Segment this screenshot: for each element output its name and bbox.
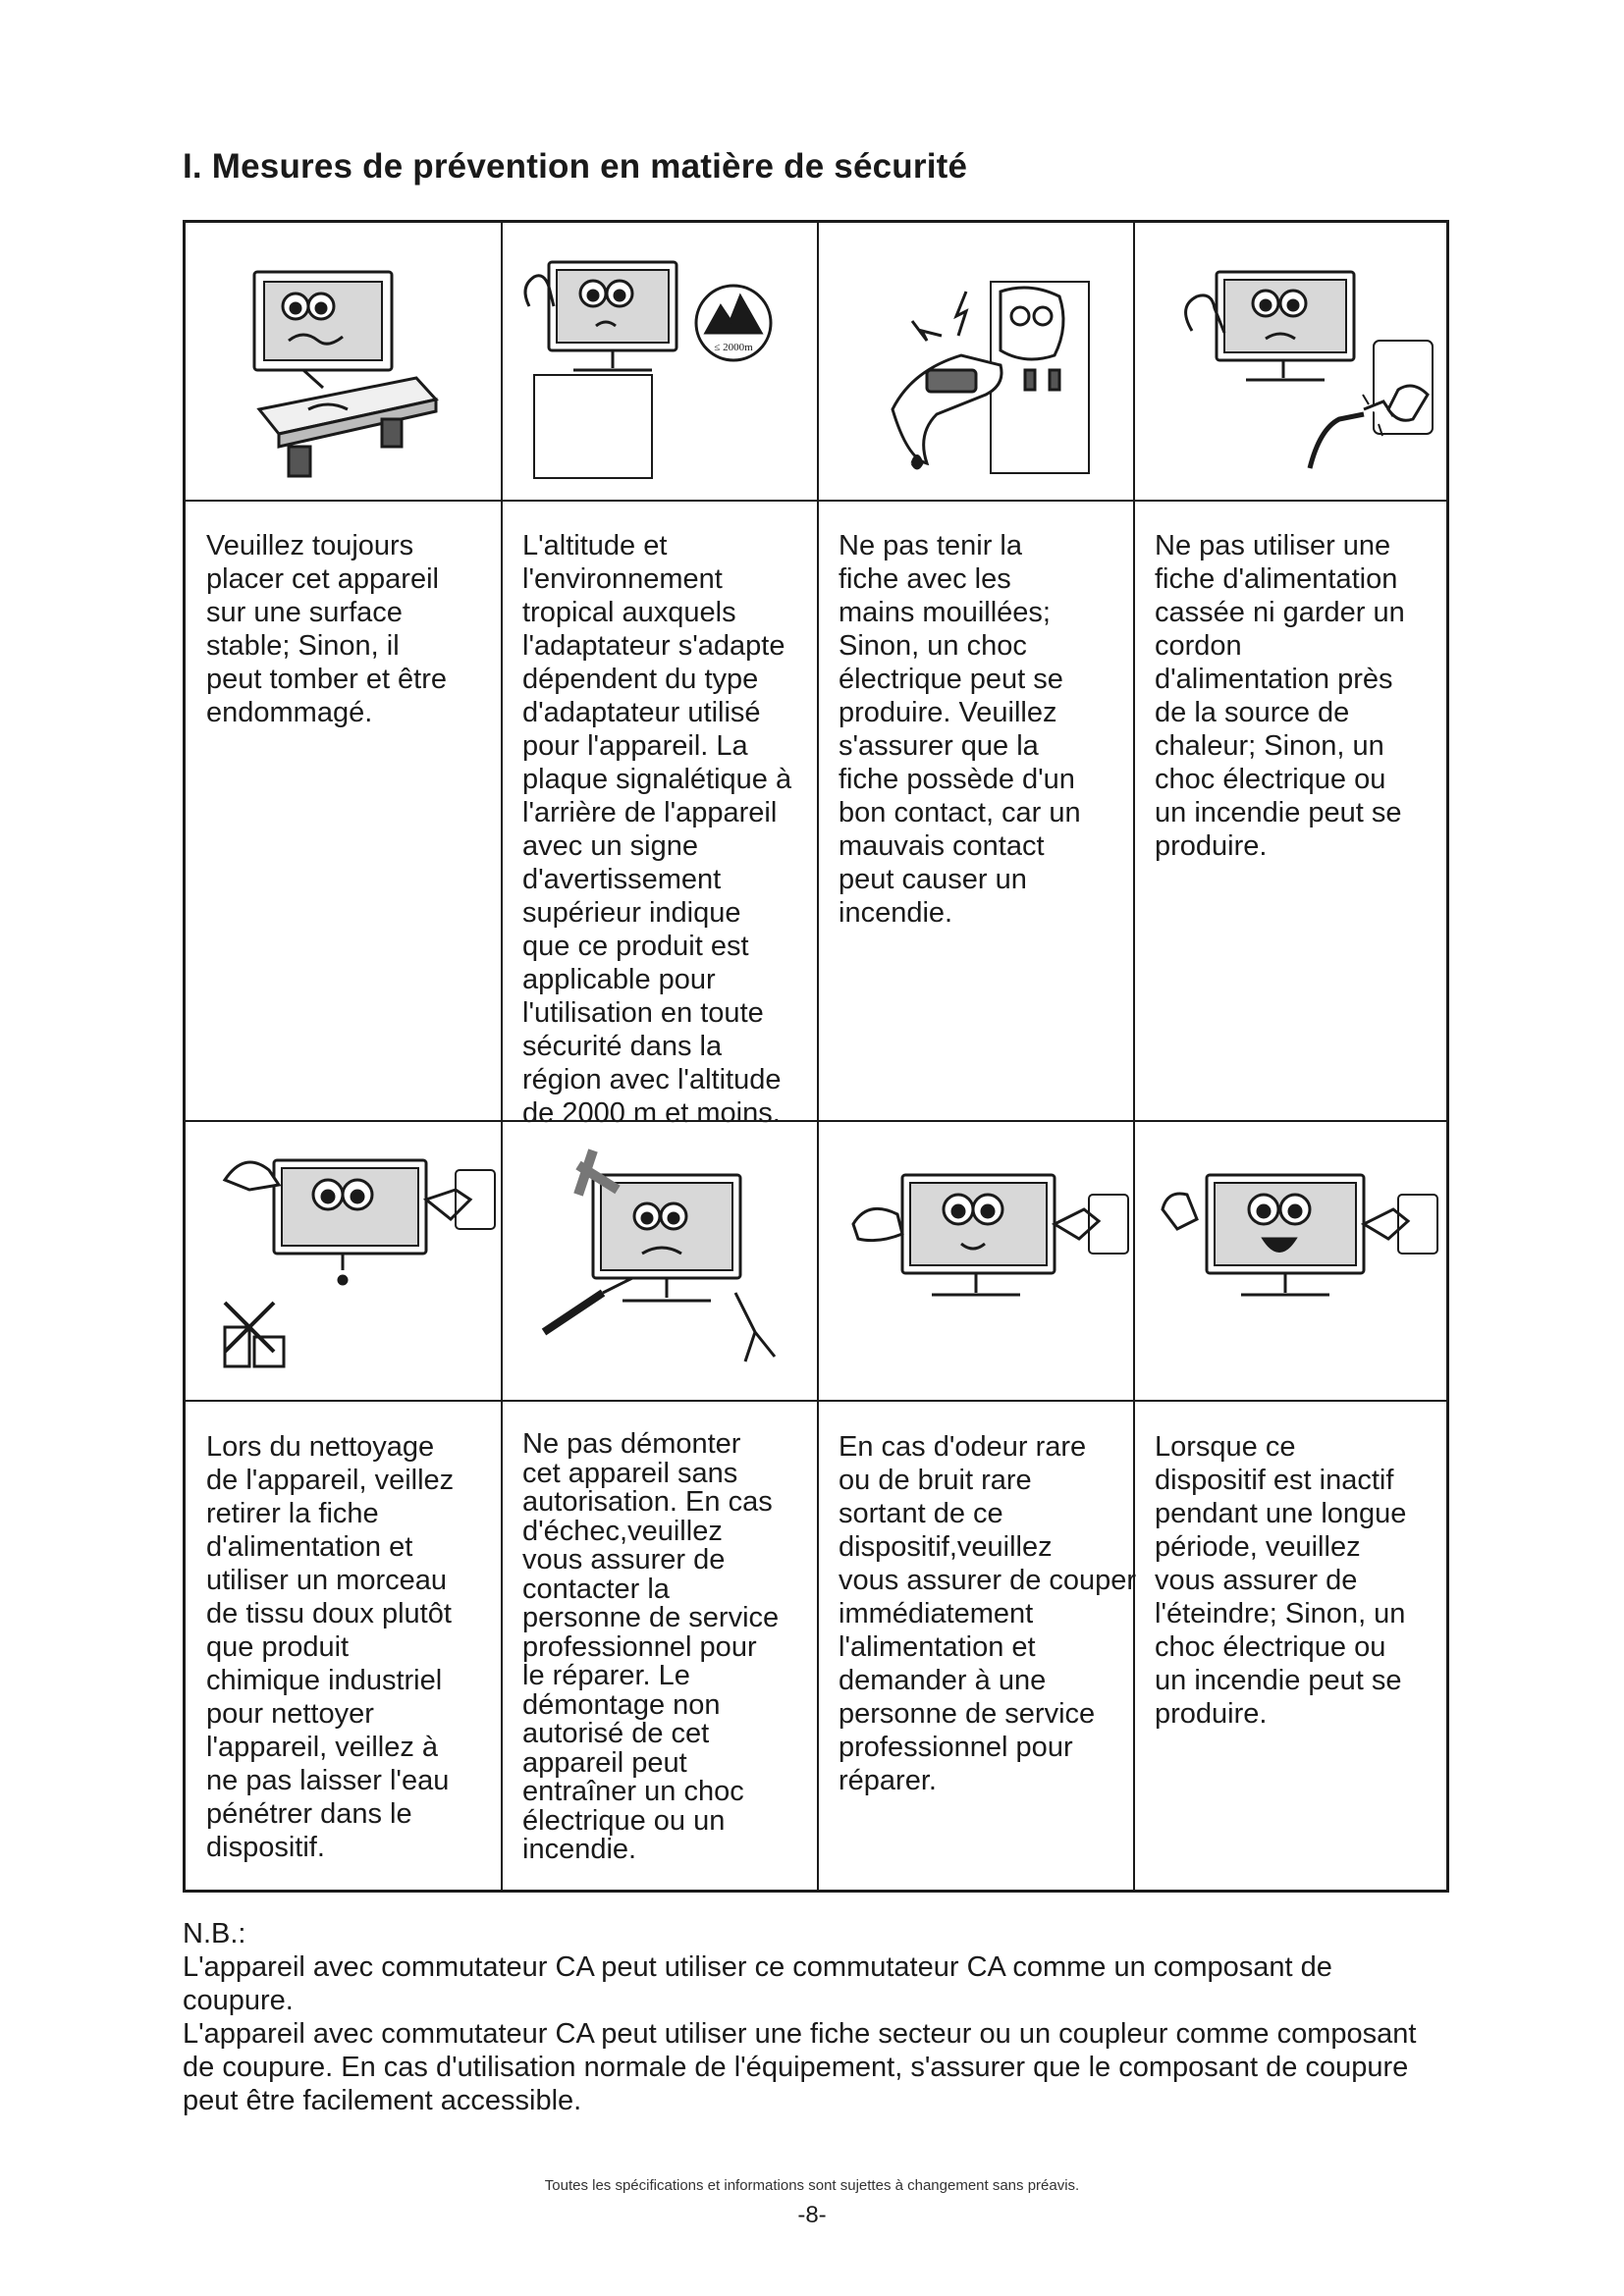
- no-disassembly-illustration: [524, 1136, 799, 1381]
- unplug-illustration: [1148, 1155, 1442, 1371]
- safety-text-disassembly: Ne pas démonter cet appareil sans autorisation. En cas d'échec,veuillez vous assurer de contacter la personne de service professionnel pour le réparer. Le démontage non autorisé de cet appareil peut entraîner un choc électrique ou un incendie.: [522, 1428, 780, 1865]
- safety-text-altitude: L'altitude et l'environnement tropical auxquels l'adaptateur s'adapte dépendent du type d'adaptateur utilisé pour l'appareil. La plaque signalétique à l'arrière de l'appareil avec un signe d'avertissement supérieur indique que ce produit est applicable pour l'utilisation en toute sécurité dans la région avec l'altitude de 2000 m et moins.: [522, 530, 792, 1129]
- page-title: I. Mesures de prévention en matière de sécurité: [183, 147, 968, 186]
- wet-hand-plug-illustration: [853, 262, 1109, 488]
- safety-text-inactive: Lorsque ce dispositif est inactif pendant une longue période, veuillez vous assurer de l'éteindre; Sinon, un choc électrique ou un incendie peut se produire.: [1155, 1431, 1407, 1730]
- safety-text-broken-plug: Ne pas utiliser une fiche d'alimentation cassée ni garder un cordon d'alimentation près de la source de chaleur; Sinon, un choc électrique ou un incendie peut se produire.: [1155, 530, 1405, 862]
- safety-text-stable-surface: Veuillez toujours placer cet appareil sur une surface stable; Sinon, il peut tomber et être endommagé.: [206, 530, 448, 728]
- safety-text-odor: En cas d'odeur rare ou de bruit rare sortant de ce dispositif,veuillez vous assurer de couper immédiatement l'alimentation et demander à une personne de service professionnel pour réparer.: [839, 1431, 1137, 1796]
- tv-altitude-illustration: [510, 252, 804, 488]
- row-divider: [186, 500, 1446, 502]
- tv-on-table-illustration: [235, 262, 470, 478]
- nb-label: N.B.:: [183, 1918, 246, 1949]
- safety-table: [183, 220, 1449, 1893]
- column-divider: [817, 223, 819, 1890]
- safety-text-wet-hands: Ne pas tenir la fiche avec les mains mouillées; Sinon, un choc électrique peut se produire. Veuillez s'assurer que la fiche possède d'un bon contact, car un mauvais contact peut causer un incendie.: [839, 530, 1081, 929]
- nb-paragraph-2: L'appareil avec commutateur CA peut utiliser une fiche secteur ou un coupleur comme composant de coupure. En cas d'utilisation normale de l'équipement, s'assurer que le composant de coupure peut être facilement accessible.: [183, 2018, 1417, 2116]
- altitude-badge-label: ≤ 2000m: [714, 342, 753, 353]
- broken-cord-illustration: [1167, 262, 1442, 488]
- strange-odor-illustration: [839, 1155, 1133, 1371]
- nb-paragraph-1: L'appareil avec commutateur CA peut utiliser ce commutateur CA comme un composant de coupure.: [183, 1951, 1332, 2016]
- row-divider: [186, 1120, 1446, 1122]
- column-divider: [501, 223, 503, 1890]
- cleaning-illustration: [205, 1141, 500, 1376]
- nb-section: [183, 1917, 1439, 2117]
- row-divider: [186, 1400, 1446, 1402]
- page-number: -8-: [797, 2202, 827, 2228]
- safety-text-cleaning: Lors du nettoyage de l'appareil, veillez retirer la fiche d'alimentation et utiliser un morceau de tissu doux plutôt que produit chimique industriel pour nettoyer l'appareil, veillez à ne pas laisser l'eau pénétrer dans le dispositif.: [206, 1431, 455, 1863]
- footer-disclaimer: Toutes les spécifications et informations sont sujettes à changement sans préavis.: [544, 2177, 1080, 2194]
